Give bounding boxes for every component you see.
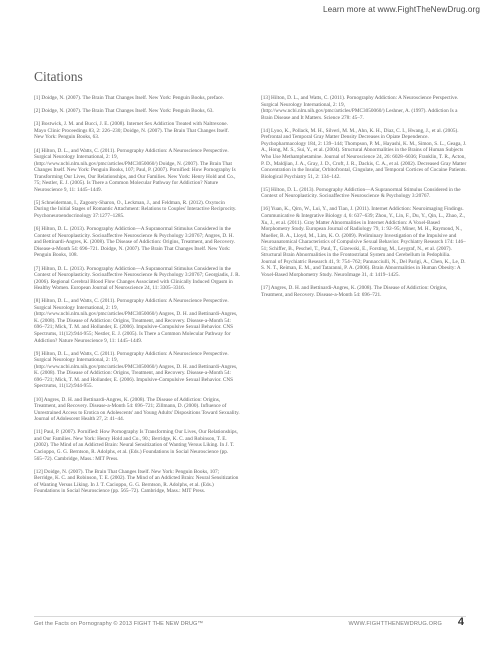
footer-copyright: Get the Facts on Pornography © 2013 FIGHT THE NEW DRUG™	[34, 621, 204, 627]
citation-item: [11] Paul, P. (2007). Pornified: How Pornography Is Transforming Our Lives, Our Relationships, and Our Families. New York: Henry Hold and Co., 90.; Berridge, K. C. and Robinson, T. E. (2002). The Mind of an Addicted Brain: Neural Sensitization of Wanting Versus Liking. In J. T. Cacioppo, G. G. Berntson, R. Adolphs, et al. (Eds.) Foundations in Social Neuroscience (pp. 565–72). Cambridge, Mass.: MIT Press.	[34, 429, 238, 462]
header-link[interactable]: Learn more at www.FightTheNewDrug.org	[322, 5, 480, 14]
citation-item: [8] Hilton, D. L., and Watts, C. (2011). Pornography Addiction: A Neuroscience Perspective. Surgical Neurology International, 2: 19, (http://www.ncbi.nlm.nih.gov/pmc/articles/PMC3050060/) Angres, D. H. and Bettinardi-Angres, K. (2008). The Disease of Addiction: Origins, Treatment, and Recovery. Disease-a-Month 54: 696–721; Mick, T. M. and Hollander, E. (2006). Impulsive-Compulsive Sexual Behavior. CNS Spectrums, 11(12):944-955; Nestler, E. J. (2005). Is There a Common Molecular Pathway for Addiction? Nature Neuroscience 9, 11: 1445–1449.	[34, 298, 238, 344]
citation-item: [12] Doidge, N. (2007). The Brain That Changes Itself. New York: Penguin Books, 107; Berridge, K. C. and Robinson, T. E. (2002). The Mind of an Addicted Brain: Neural Sensitization of Wanting Versus Liking. In J. T. Cacioppo, G. G. Berntson, R. Adolphs, et al. (Eds.) Foundations in Social Neuroscience (pp. 565–72). Cambridge, Mass.: MIT Press.	[34, 468, 239, 495]
page-footer	[0, 616, 500, 632]
citation-item: [5] Schneiderman, I., Zagoory-Sharon, O., Leckman, J., and Feldman, R. (2012). Oxytocin During the Initial Stages of Romantic Attachment: Relations to Couples' Interactive Reciprocity. Psychoneuroendocrinology 37:1277–1285.	[34, 199, 237, 220]
citation-item: [9] Hilton, D. L., and Watts, C. (2011). Pornography Addiction: A Neuroscience Perspective. Surgical Neurology International, 2: 19, (http://www.ncbi.nlm.nih.gov/pmc/articles/PMC3050060/) Angres, D. H. and Bettinardi-Angres, K. (2008). The Disease of Addiction: Origins, Treatment, and Recovery. Disease-a-Month 54: 696–721; Mick, T. M. and Hollander, E. (2006). Impulsive-Compulsive Sexual Behavior. CNS Spectrums, 11(12):944-955.	[34, 350, 238, 390]
citation-item: [1] Doidge, N. (2007). The Brain That Changes Itself. New York: Penguin Books, preface.	[34, 95, 224, 101]
citation-item: [15] Hilton, D. L. (2013). Pornography Addiction—A Supranormal Stimulus Considered in the Context of Neuroplasticity. Socioaffective Neuroscience & Psychology 3:20767.	[261, 186, 461, 200]
citation-item: [17] Angres, D. H. and Bettinardi-Angres, K. (2008). The Disease of Addiction: Origins, Treatment, and Recovery. Disease-a-Month 54: 696–721.	[261, 285, 448, 298]
footer-divider	[34, 616, 466, 617]
citation-item: [14] Lyoo, K., Pollack, M. H., Silveri, M. M., Ahn, K. H., Diaz, C. I., Hwang, J., et al. (2005). Prefrontal and Temporal Gray Matter Density Decreases in Opiate Dependence. Psychopharmacology 184, 2: 139–144; Thompson, P. M., Hayashi, K. M., Simon, S. L., Geaga, J. A., Hong, M. S., Sui, Y., et al. (2004). Structural Abnormalities in the Brains of Human Subjects Who Use Methamphetamine. Journal of Neuroscience 24, 26: 6028–6036; Franklin, T. R., Acton, P. D., Maldjian, J. A., Gray, J. D., Croft, J. R., Dackis, C. A., et al. (2002). Decreased Gray Matter Concentration in the Insular, Orbitofrontal, Cingulate, and Temporal Cortices of Cocaine Patients. Biological Psychiatry 51, 2: 134–142.	[261, 127, 467, 180]
citation-item: [13] Hilton, D. L., and Watts, C. (2011). Pornography Addiction: A Neuroscience Perspective. Surgical Neurology International, 2: 19, (http://www.ncbi.nlm.nih.gov/pmc/articles/PMC3050060/) Leshner, A. (1997). Addiction Is a Brain Disease and It Matters. Science 278: 45–7.	[261, 95, 459, 121]
citation-item: [10] Angres, D. H. and Bettinardi-Angres, K. (2008). The Disease of Addiction: Origins, Treatment, and Recovery. Disease-a-Month 54: 696–721; Zillmann, D. (2000). Influence of Unrestrained Access to Erotica on Adolescents' and Young Adults' Dispositions Toward Sexuality. Journal of Adolescent Health 27, 2: 41–44.	[34, 396, 240, 423]
footer-url-link[interactable]: WWW.FIGHTTHENEWDRUG.ORG	[348, 621, 442, 627]
citation-item: [6] Hilton, D. L. (2013). Pornography Addiction—A Supranormal Stimulus Considered in the Context of Neuroplasticity. Socioaffective Neuroscience & Psychology 3:20767; Angres, D. H. and Bettinardi-Angres, K. (2008). The Disease of Addiction: Origins, Treatment, and Recovery. Disease-a-Month 54: 696–721. Doidge, N. (2007). The Brain That Changes Itself. New York: Penguin Books, 108.	[34, 226, 235, 259]
page-number: 4	[457, 616, 464, 628]
citation-item: [7] Hilton, D. L. (2013). Pornography Addiction—A Supranormal Stimulus Considered in the Context of Neuroplasticity. Socioaffective Neuroscience & Psychology 3:20767; Georgiadis, J. R. (2006). Regional Cerebral Blood Flow Changes Associated with Clinically Induced Orgasm in Healthy Women. European Journal of Neuroscience 24, 11: 3305–3316.	[34, 265, 240, 292]
citation-item: [16] Yuan, K., Qirn, W., Lui, Y., and Tian, J. (2011). Internet Addiction: Neuroimaging Findings. Communicative & Integrative Biology 4, 6: 637–639; Zhou, Y., Lin, F., Du, Y., Qin, L., Zhao, Z., Xu, J., et al. (2011). Gray Matter Abnormalities in Internet Addiction: A Voxel-Based Morphometry Study. European Journal of Radiology 79, 1: 92–95; Miner, M. H., Raymond, N., Mueller, B. A., Lloyd, M., Lim, K. O. (2009). Preliminary Investigation of the Impulsive and Neuroanatomical Characteristics of Compulsive Sexual Behavior. Psychiatry Research 174: 146–51; Schiffer, B., Peschel, T., Paul, T., Gizewski, E., Forsting, M., Leygraf, N., et al. (2007). Structural Brain Abnormalities in the Frontostriatal System and Cerebellum in Pedophilia. Journal of Psychiatric Research 41, 9: 754–762; Pannacciulli, N., Del Parigi, A., Chen, K., Le, D. S. N. T., Reiman, E. M., and Tataranni, P. A. (2006). Brain Abnormalities in Human Obesity: A Voxel-Based Morphometry Study. NeuroImage 31, 4: 1419–1425.	[261, 206, 466, 278]
citations-column-left	[34, 95, 240, 501]
citation-item: [4] Hilton, D. L., and Watts, C. (2011). Pornography Addiction: A Neuroscience Perspective. Surgical Neurology International, 2: 19, (http://www.ncbi.nlm.nih.gov/pmc/articles/PMC3050060/) Doidge, N. (2007). The Brain That Changes Itself. New York: Penguin Books, 107; Paul, P. (2007). Pornified: How Pornography Is Transforming Our Lives, Our Relationships, and Our Families. New York: Henry Hold and Co., 75; Nestler, E. J. (2005). Is There a Common Molecular Pathway for Addiction? Nature Neuroscience 9, 11: 1445–1449.	[34, 147, 236, 193]
page-title: Citations	[34, 69, 83, 84]
citation-item: [2] Doidge, N. (2007). The Brain That Changes Itself. New York: Penguin Books, 63.	[34, 108, 214, 115]
citations-column-right	[261, 95, 467, 305]
citation-item: [3] Bostwick, J. M. and Bucci, J. E. (2008). Internet Sex Addiction Treated with Naltrexone. Mayo Clinic Proceedings 83, 2: 226–230; Doidge, N. (2007). The Brain That Changes Itself. New York: Penguin Books, 63.	[34, 121, 229, 141]
